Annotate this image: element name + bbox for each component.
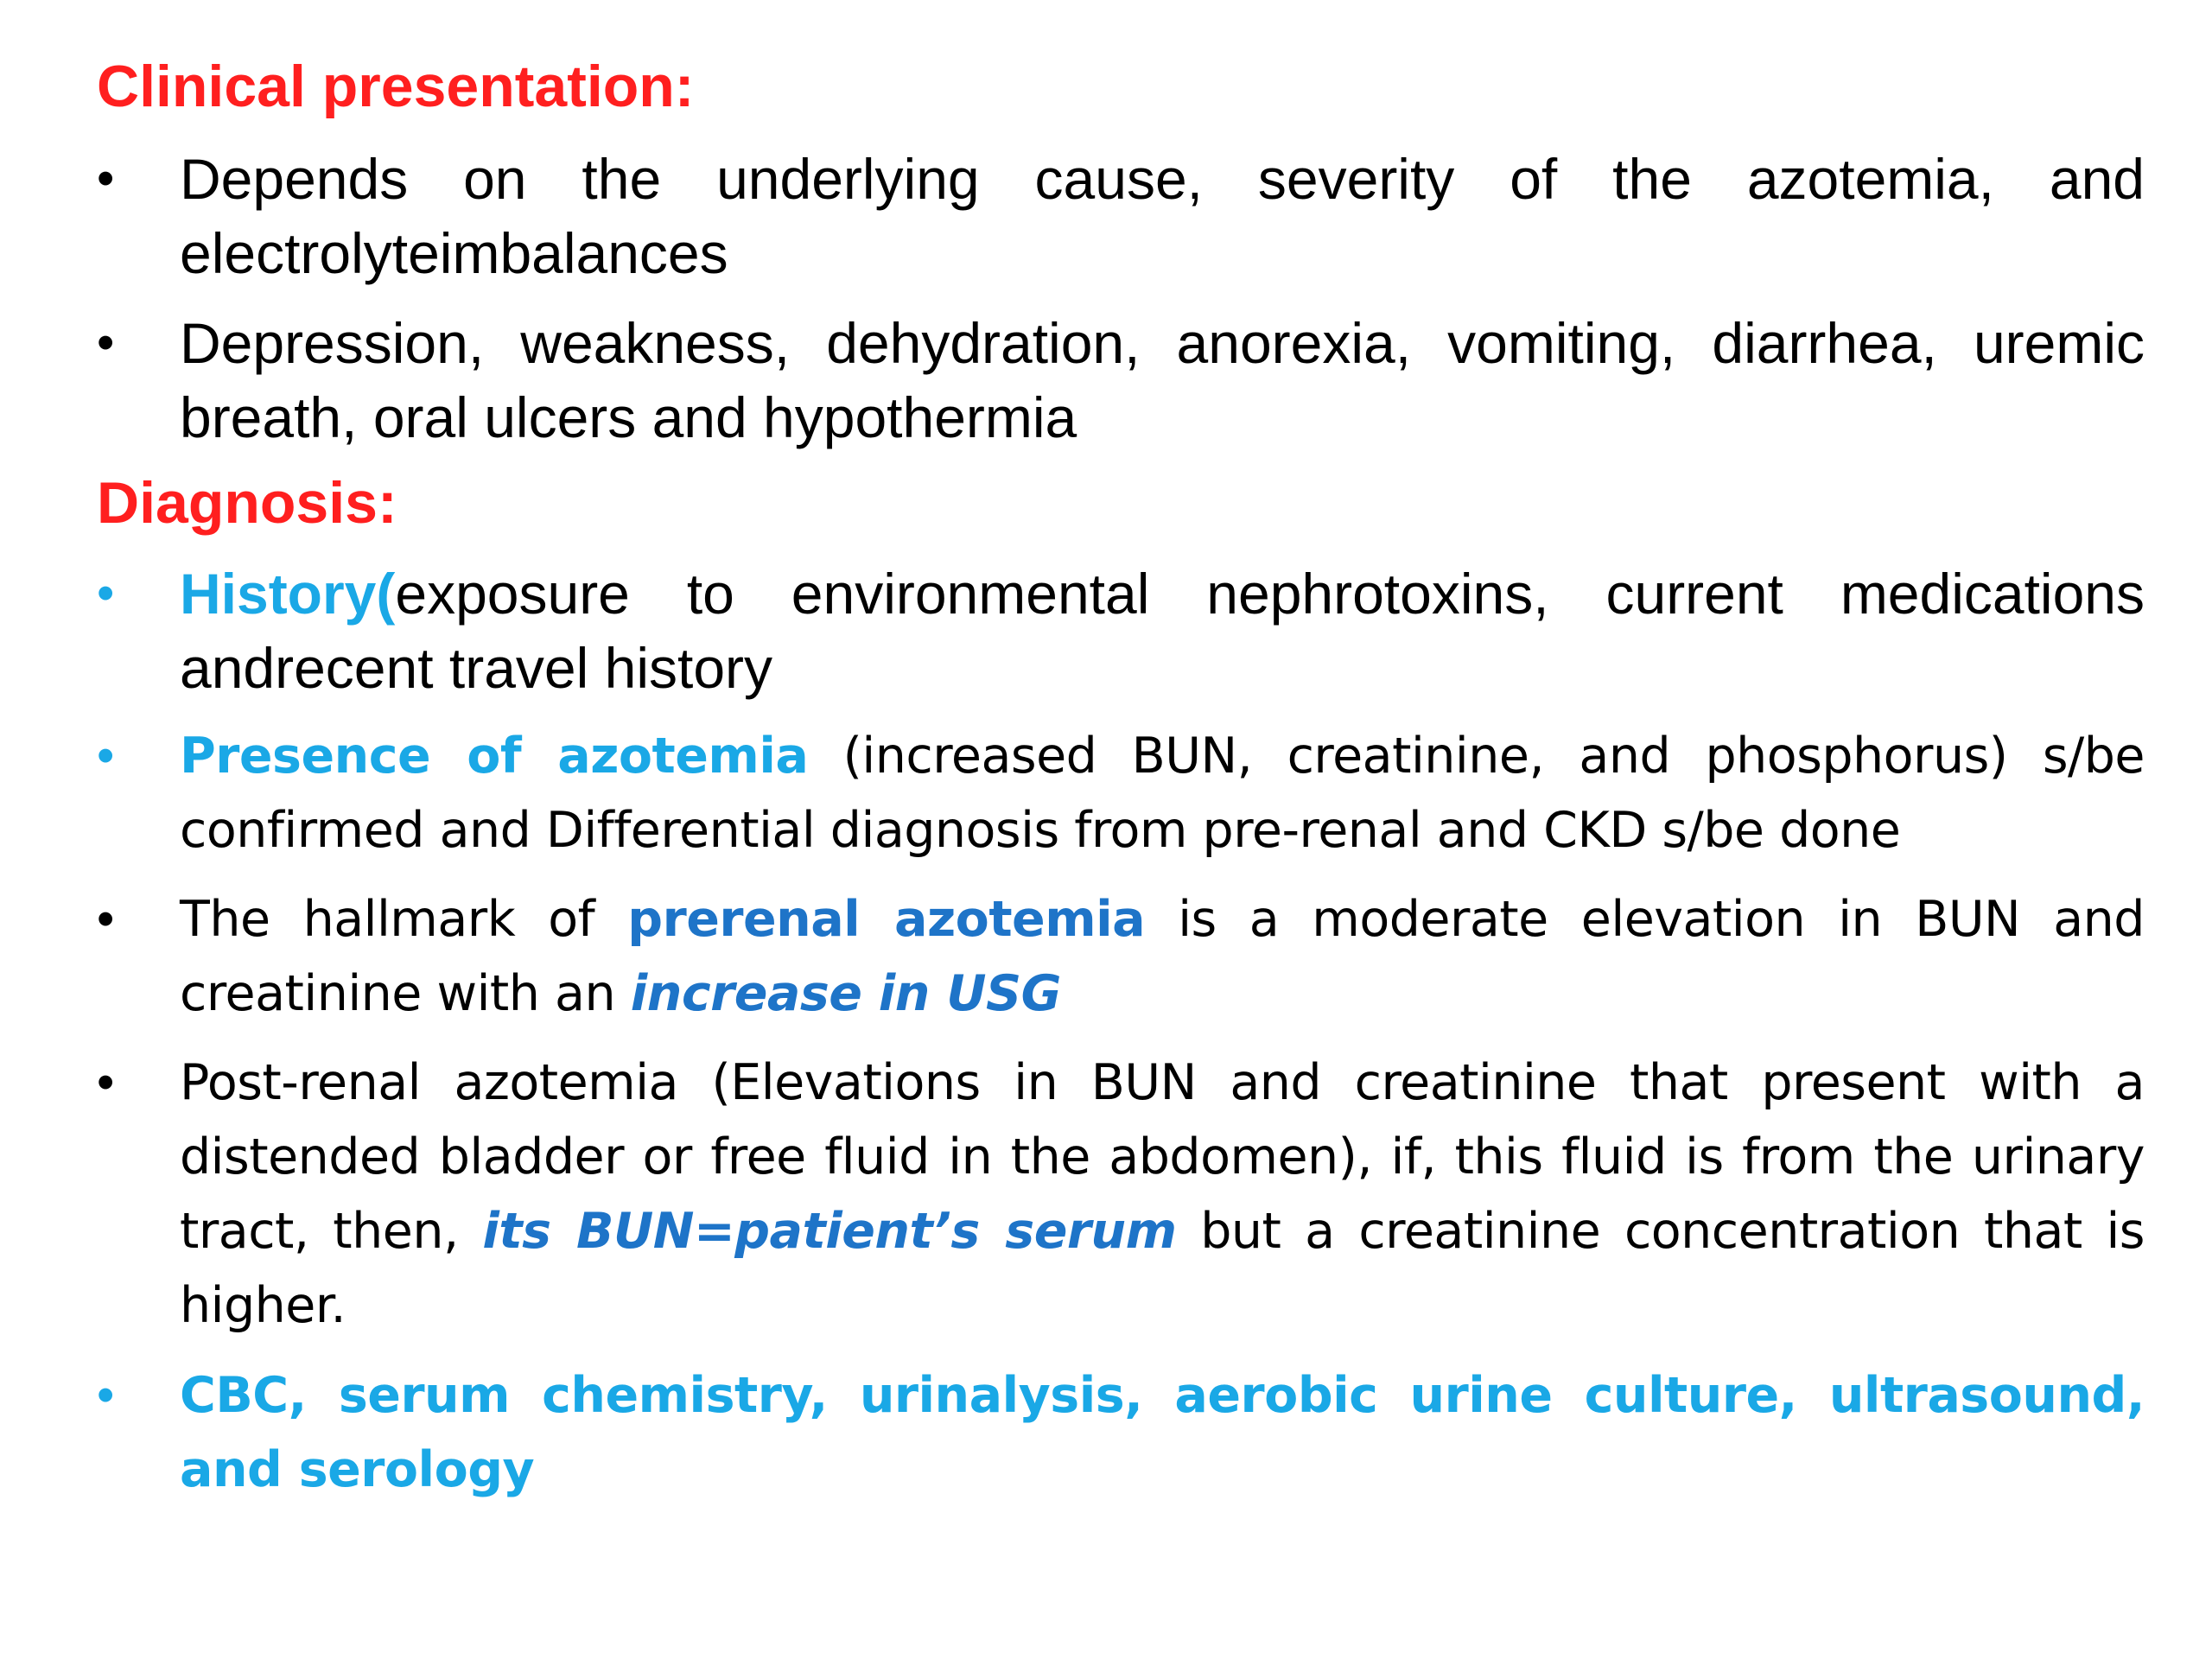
bullet-dot-icon: • [97, 1367, 115, 1423]
prerenal-text-block [180, 882, 2145, 1031]
diagnosis-heading: Diagnosis: [97, 470, 397, 536]
diagnosis-bullet-postrenal [97, 1046, 2145, 1343]
diagnosis-bullet-prerenal [97, 882, 2145, 1031]
diagnosis-bullet-tests [97, 1358, 2145, 1507]
azotemia-text: (increased BUN, creatinine, and phosphorus) s/be confirmed and Differential diagnosis from pre-renal and CKD s/be done [180, 728, 2145, 859]
clinical-bullet-1 [97, 142, 2145, 290]
prerenal-highlight: prerenal azotemia [627, 891, 1146, 948]
azotemia-label: Presence of azotemia [180, 728, 809, 785]
tests-text: CBC, serum chemistry, urinalysis, aerobic urine culture, ultrasound, and serology [180, 1367, 2145, 1498]
bullet-dot-icon: • [97, 150, 115, 207]
postrenal-emphasis: its BUN=patient’s serum [482, 1203, 1177, 1260]
bullet-dot-icon: • [97, 1054, 115, 1110]
clinical-bullet-text: Depression, weakness, dehydration, anorexia, vomiting, diarrhea, uremic breath, oral ulcers and hypothermia [180, 311, 2145, 449]
prerenal-mid: is a moderate elevation in BUN and creatinine with an [180, 891, 2145, 1022]
diagnosis-bullet-azotemia [97, 719, 2145, 868]
prerenal-pre: The hallmark of [180, 891, 628, 948]
bullet-dot-icon: • [97, 728, 115, 784]
history-label: History( [180, 562, 396, 626]
diagnosis-bullet-history [97, 556, 2145, 705]
clinical-bullet-2 [97, 306, 2145, 454]
history-text: exposure to environmental nephrotoxins, current medications andrecent travel history [180, 562, 2145, 700]
azotemia-text-block [180, 719, 2145, 868]
clinical-bullet-text: Depends on the underlying cause, severity of the azotemia, and electrolyteimbalances [180, 147, 2145, 285]
clinical-presentation-heading: Clinical presentation: [97, 54, 695, 119]
postrenal-text-block [180, 1046, 2145, 1343]
prerenal-emphasis: increase in USG [630, 965, 1061, 1022]
postrenal-pre: Post-renal azotemia (Elevations in BUN and creatinine that present with a distended bladder or free fluid in the abdomen), if, this fluid is from the urinary tract, then, [180, 1054, 2145, 1260]
history-text-block [180, 556, 2145, 705]
postrenal-post: but a creatinine concentration that is higher. [180, 1203, 2145, 1334]
bullet-dot-icon: • [97, 315, 115, 371]
bullet-dot-icon: • [97, 891, 115, 947]
bullet-dot-icon: • [97, 565, 115, 621]
